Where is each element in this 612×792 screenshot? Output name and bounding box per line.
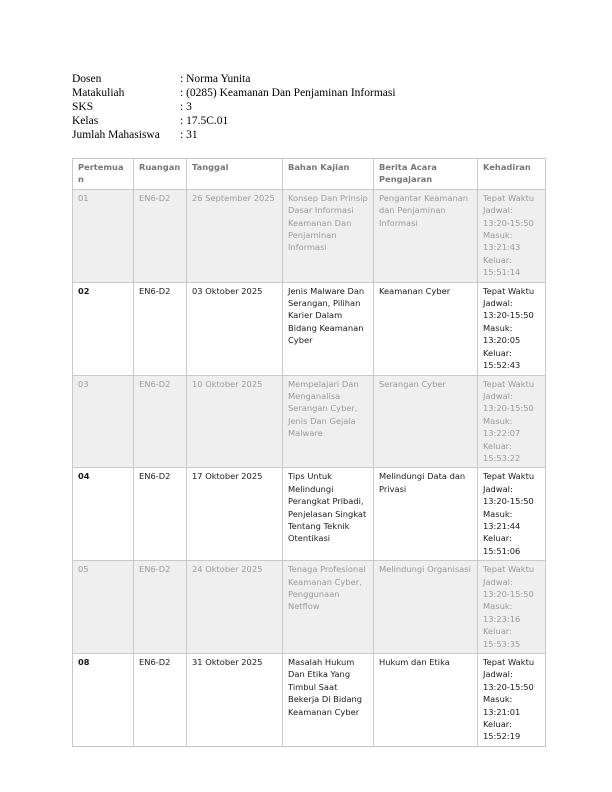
cell-berita-acara: Hukum dan Etika: [374, 654, 478, 747]
kehadiran-line: Tepat Waktu: [483, 564, 535, 575]
cell-tanggal: 17 Oktober 2025: [187, 468, 283, 561]
table-row: [73, 375, 546, 468]
info-row-jumlah-mahasiswa: [72, 128, 396, 142]
kehadiran-line: Jadwal:: [483, 390, 513, 401]
attendance-table: [72, 158, 546, 747]
cell-pertemuan: 01: [73, 189, 134, 282]
info-value: : 3: [180, 101, 192, 113]
kehadiran-line: 13:21:44: [483, 520, 521, 531]
cell-kehadiran: [478, 189, 546, 282]
info-value: : 31: [180, 129, 198, 141]
kehadiran-line: Keluar:: [483, 254, 512, 265]
kehadiran-line: 13:20:05: [483, 335, 521, 346]
info-value: : Norma Yunita: [180, 73, 251, 85]
cell-bahan-kajian: Mempelajari Dan Menganalisa Serangan Cyber, Jenis Dan Gejala Malware: [283, 375, 374, 468]
cell-ruangan: EN6-D2: [134, 468, 187, 561]
kehadiran-line: Tepat Waktu: [483, 657, 535, 668]
cell-kehadiran: [478, 282, 546, 375]
cell-ruangan: EN6-D2: [134, 561, 187, 654]
kehadiran-line: 13:23:16: [483, 613, 521, 624]
kehadiran-line: Masuk:: [483, 508, 513, 519]
kehadiran-line: Masuk:: [483, 694, 513, 705]
cell-berita-acara: Keamanan Cyber: [374, 282, 478, 375]
cell-bahan-kajian: Tips Untuk Melindungi Perangkat Pribadi, Penjelasan Singkat Tentang Teknik Otentikasi: [283, 468, 374, 561]
kehadiran-line: Masuk:: [483, 415, 513, 426]
table-row: [73, 654, 546, 747]
kehadiran-line: Jadwal:: [483, 483, 513, 494]
info-row-matakuliah: [72, 86, 396, 100]
cell-pertemuan: 02: [73, 282, 134, 375]
table-row: [73, 282, 546, 375]
kehadiran-line: Jadwal:: [483, 298, 513, 309]
table-row: [73, 561, 546, 654]
info-label: Jumlah Mahasiswa: [72, 129, 160, 141]
kehadiran-line: 15:53:35: [483, 638, 521, 649]
info-label: Kelas: [72, 115, 99, 127]
info-value: : (0285) Keamanan Dan Penjaminan Informasi: [180, 87, 396, 99]
cell-pertemuan: 08: [73, 654, 134, 747]
table-body: [73, 189, 546, 746]
cell-kehadiran: [478, 654, 546, 747]
cell-bahan-kajian: Konsep Dan Prinsip Dasar Informasi Keamanan Dan Penjaminan Informasi: [283, 189, 374, 282]
cell-kehadiran: [478, 468, 546, 561]
kehadiran-line: Masuk:: [483, 601, 513, 612]
course-info: [72, 72, 396, 142]
cell-ruangan: EN6-D2: [134, 189, 187, 282]
table-row: [73, 189, 546, 282]
table-header-row: [73, 159, 546, 190]
kehadiran-line: Keluar:: [483, 347, 512, 358]
header-tanggal: Tanggal: [187, 159, 283, 190]
table-row: [73, 468, 546, 561]
kehadiran-line: 15:52:19: [483, 731, 521, 742]
cell-tanggal: 31 Oktober 2025: [187, 654, 283, 747]
kehadiran-line: 13:20-15:50: [483, 589, 534, 599]
kehadiran-line: Masuk:: [483, 230, 513, 241]
cell-berita-acara: Melindungi Organisasi: [374, 561, 478, 654]
kehadiran-line: 13:20-15:50: [483, 403, 534, 414]
cell-ruangan: EN6-D2: [134, 282, 187, 375]
kehadiran-line: Keluar:: [483, 440, 512, 451]
kehadiran-line: 13:21:43: [483, 242, 521, 253]
cell-tanggal: 26 September 2025: [187, 189, 283, 282]
header-pertemuan: Pertemuan: [73, 159, 134, 190]
kehadiran-line: 13:22:07: [483, 428, 521, 439]
cell-pertemuan: 05: [73, 561, 134, 654]
kehadiran-line: Keluar:: [483, 626, 512, 637]
cell-tanggal: 10 Oktober 2025: [187, 375, 283, 468]
kehadiran-line: 15:53:22: [483, 452, 521, 463]
cell-pertemuan: 03: [73, 375, 134, 468]
cell-ruangan: EN6-D2: [134, 375, 187, 468]
cell-kehadiran: [478, 561, 546, 654]
cell-bahan-kajian: Jenis Malware Dan Serangan, Pilihan Karier Dalam Bidang Keamanan Cyber: [283, 282, 374, 375]
kehadiran-line: Keluar:: [483, 719, 512, 730]
info-label: SKS: [72, 101, 94, 113]
info-value: : 17.5C.01: [180, 115, 229, 127]
kehadiran-line: Keluar:: [483, 533, 512, 544]
cell-bahan-kajian: Tenaga Profesional Keamanan Cyber, Penggunaan Netflow: [283, 561, 374, 654]
kehadiran-line: Tepat Waktu: [483, 285, 535, 296]
header-ruangan: Ruangan: [134, 159, 187, 190]
kehadiran-line: Tepat Waktu: [483, 378, 535, 389]
header-bahan-kajian: Bahan Kajian: [283, 159, 374, 190]
kehadiran-line: 15:51:06: [483, 545, 521, 556]
kehadiran-line: 15:51:14: [483, 267, 521, 278]
cell-bahan-kajian: Masalah Hukum Dan Etika Yang Timbul Saat Bekerja Di Bidang Keamanan Cyber: [283, 654, 374, 747]
cell-berita-acara: Pengantar Keamanan dan Penjaminan Informasi: [374, 189, 478, 282]
cell-berita-acara: Melindungi Data dan Privasi: [374, 468, 478, 561]
info-label: Matakuliah: [72, 87, 125, 99]
header-berita-acara: Berita Acara Pengajaran: [374, 159, 478, 190]
cell-tanggal: 24 Oktober 2025: [187, 561, 283, 654]
info-label: Dosen: [72, 73, 102, 85]
cell-kehadiran: [478, 375, 546, 468]
header-kehadiran: Kehadiran: [478, 159, 546, 190]
kehadiran-line: 13:20-15:50: [483, 496, 534, 507]
cell-tanggal: 03 Oktober 2025: [187, 282, 283, 375]
kehadiran-line: 15:52:43: [483, 360, 521, 371]
cell-pertemuan: 04: [73, 468, 134, 561]
kehadiran-line: Jadwal:: [483, 576, 513, 587]
kehadiran-line: Tepat Waktu: [483, 471, 535, 482]
kehadiran-line: 13:20-15:50: [483, 217, 534, 228]
kehadiran-line: 13:20-15:50: [483, 310, 534, 321]
info-row-kelas: [72, 114, 396, 128]
info-row-dosen: [72, 72, 396, 86]
kehadiran-line: Jadwal:: [483, 205, 513, 216]
info-row-sks: [72, 100, 396, 114]
kehadiran-line: 13:20-15:50: [483, 681, 534, 692]
kehadiran-line: Tepat Waktu: [483, 192, 535, 203]
kehadiran-line: 13:21:01: [483, 706, 521, 717]
kehadiran-line: Jadwal:: [483, 669, 513, 680]
kehadiran-line: Masuk:: [483, 322, 513, 333]
cell-berita-acara: Serangan Cyber: [374, 375, 478, 468]
cell-ruangan: EN6-D2: [134, 654, 187, 747]
